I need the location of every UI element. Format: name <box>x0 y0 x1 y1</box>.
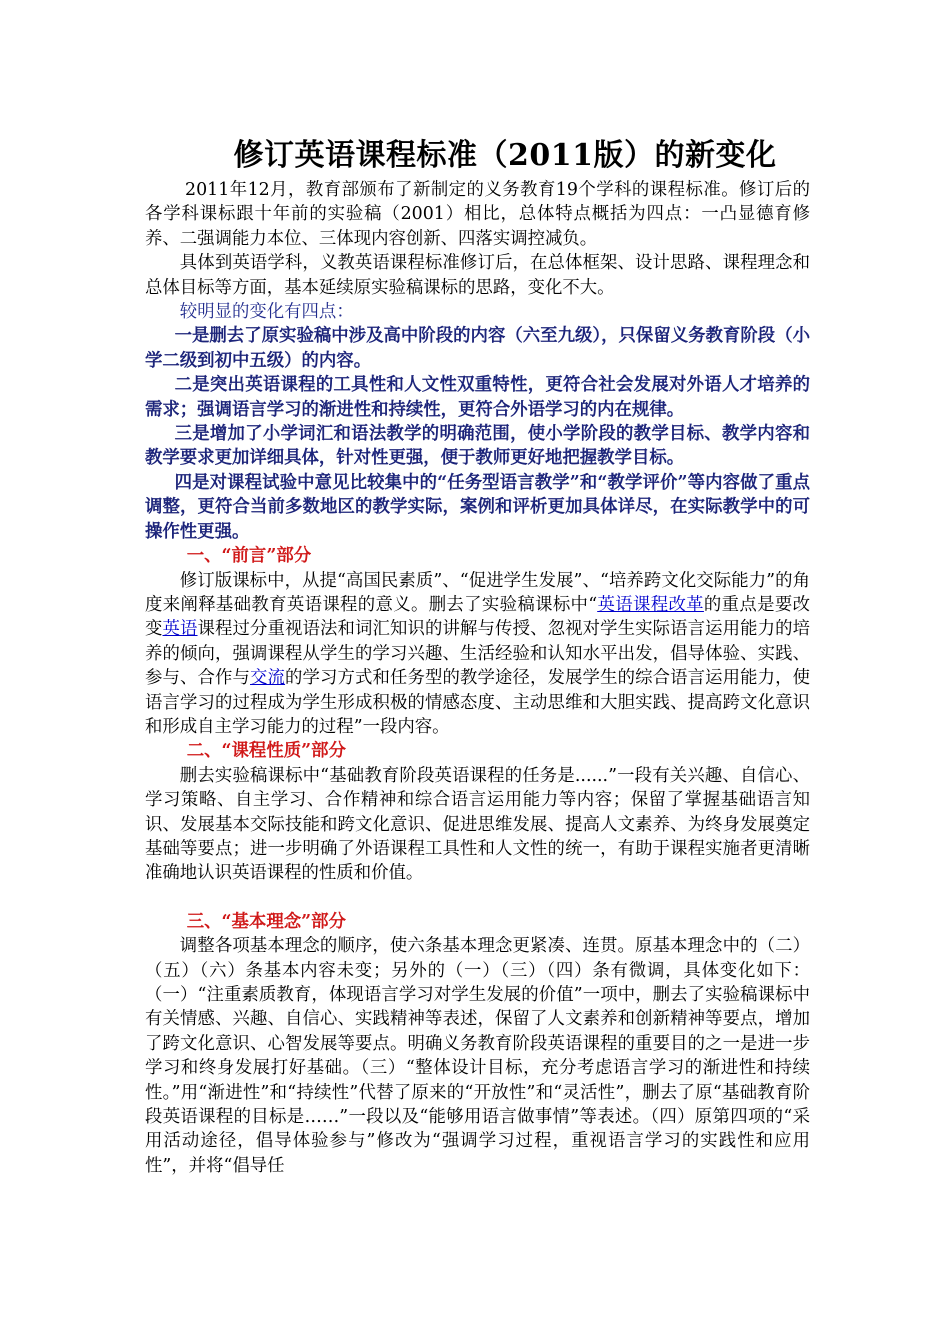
preface-text-b: 的重点是要改变 <box>145 594 810 640</box>
preface-text-a: 修订版课标中，从提“高国民素质”、“促进学生发展”、“培养跨文化交际能力”的角度来阐释基础教育英语课程的意义。删去了实验稿课标中“ <box>145 570 810 615</box>
section-heading-preface: 一、“前言”部分 <box>186 546 312 567</box>
section-principles-paragraph <box>145 934 810 1178</box>
changes-lead: 较明显的变化有四点： <box>179 302 354 323</box>
blank-line <box>145 886 810 910</box>
principles-text-1: 调整各项基本理念的顺序，使六条基本理念更紧凑、连贯。原基本理念中的（二）（五）（六）条基本内容未变；另外的（一）（三）（四）条有微调，具体变化如下： <box>145 936 810 981</box>
link-english[interactable]: 英语 <box>162 619 198 640</box>
change-item-2: 二是突出英语课程的工具性和人文性双重特性，更符合社会发展对外语人才培养的需求；强调语言学习的渐进性和持续性，更符合外语学习的内在规律。 <box>145 375 810 420</box>
intro-paragraph-1: 2011年12月，教育部颁布了新制定的义务教育19个学科的课程标准。修订后的各学科课标跟十年前的实验稿（2001）相比，总体特点概括为四点：一凸显德育修养、二强调能力本位、三体现内容创新、四落实调控减负。 <box>145 180 810 249</box>
principles-text-2: （一）“注重素质教育，体现语言学习对学生发展的价值”一项中，删去了实验稿课标中有关情感、兴趣、自信心、实践精神等表述，保留了人文素养和创新精神等要点，增加了跨文化意识、心智发展等要点。明确义务教育阶段英语课程的重要目的之一是进一步学习和终身发展打好基础。（三）“整体设计目标，充分考虑语言学习的渐进性和持续性。”用“渐进性”和“持续性”代替了原来的“开放性”和“灵活性”，删去了原“基础教育阶段英语课程的目标是……”一段以及“能够用语言做事情”等表述。（四）原第四项的“采用活动途径，倡导体验参与”修改为“强调学习过程，重视语言学习的实践性和应用性”，并将“倡导任 <box>145 985 810 1176</box>
link-communication[interactable]: 交流 <box>250 668 286 689</box>
section-preface-paragraph <box>145 569 810 740</box>
change-item-3: 三是增加了小学词汇和语法教学的明确范围，使小学阶段的教学目标、教学内容和教学要求更加详细具体，针对性更强，便于教师更好地把握教学目标。 <box>145 424 810 469</box>
change-item-1: 一是删去了原实验稿中涉及高中阶段的内容（六至九级），只保留义务教育阶段（小学二级到初中五级）的内容。 <box>145 326 810 371</box>
page-title: 修订英语课程标准（2011版）的新变化 <box>233 138 777 173</box>
preface-text-d: 的学习方式和任务型的教学途径，发展学生的综合语言运用能力，使语言学习的过程成为学生形成积极的情感态度、主动思维和大胆实践、提高跨文化意识和形成自主学习能力的过程”一段内容。 <box>145 668 810 737</box>
link-english-curriculum-reform[interactable]: 英语课程改革 <box>597 594 704 615</box>
document-body <box>145 178 810 1178</box>
preface-text-c: 课程过分重视语法和词汇知识的讲解与传授、忽视对学生实际语言运用能力的培养的倾向，强调课程从学生的学习兴趣、生活经验和认知水平出发，倡导体验、实践、参与、合作与 <box>145 619 810 689</box>
change-item-4: 四是对课程试验中意见比较集中的“任务型语言教学”和“教学评价”等内容做了重点调整，更符合当前多数地区的教学实际，案例和评析更加具体详尽，在实际教学中的可操作性更强。 <box>145 472 810 542</box>
section-nature-paragraph: 删去实验稿课标中“基础教育阶段英语课程的任务是......”一段有关兴趣、自信心、学习策略、自主学习、合作精神和综合语言运用能力等内容；保留了掌握基础语言知识、发展基本交际技能和跨文化意识、促进思维发展、提高人文素养、为终身发展奠定基础等要点；进一步明确了外语课程工具性和人文性的统一，有助于课程实施者更清晰准确地认识英语课程的性质和价值。 <box>145 765 810 884</box>
section-heading-nature: 二、“课程性质”部分 <box>186 741 346 762</box>
section-heading-principles: 三、“基本理念”部分 <box>186 911 346 932</box>
intro-paragraph-2: 具体到英语学科，义教英语课程标准修订后，在总体框架、设计思路、课程理念和总体目标等方面，基本延续原实验稿课标的思路，变化不大。 <box>145 253 810 298</box>
